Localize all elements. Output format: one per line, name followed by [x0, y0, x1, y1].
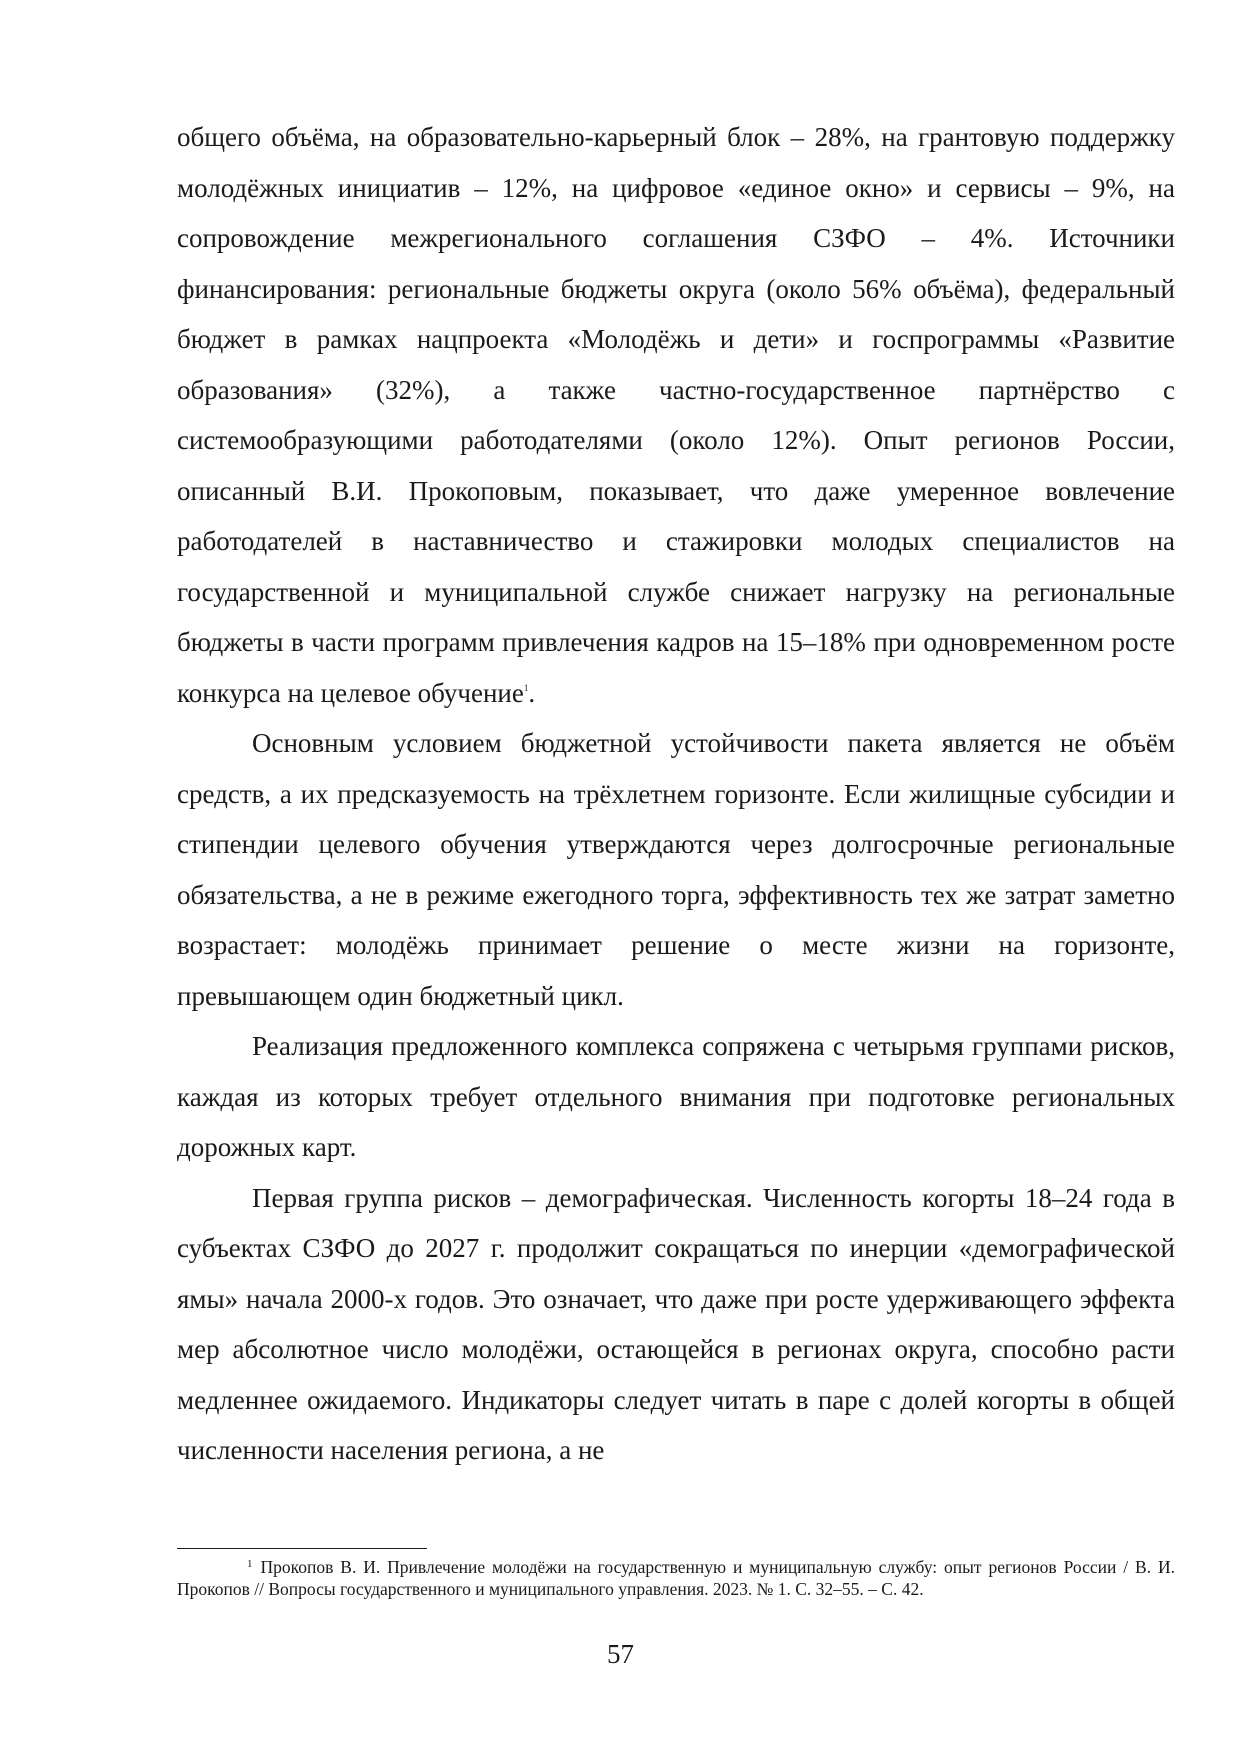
page-number: 57 — [607, 1639, 634, 1669]
footnote-separator — [177, 1548, 427, 1549]
footnote-reference[interactable]: 1 — [523, 682, 529, 693]
paragraph-1-text: общего объёма, на образовательно-карьерный блок – 28%, на грантовую поддержку молодёжных инициатив – 12%, на цифровое «единое окно» и сервисы – 9%, на сопровождение межрегионального соглашения СЗФО – 4%. Источники финансирования: региональные бюджеты округа (около 56% объёма), федеральный бюджет в рамках нацпроекта «Молодёжь и дети» и госпрограммы «Развитие образования» (32%), а также частно-государственное партнёрство с системообразующими работодателями (около 12%). Опыт регионов России, описанный В.И. Прокоповым, показывает, что даже умеренное вовлечение работодателей в наставничество и стажировки молодых специалистов на государственной и муниципальной службе снижает нагрузку на региональные бюджеты в части программ привлечения кадров на 15–18% при одновременном росте конкурса на целевое обучение — [177, 122, 1175, 708]
paragraph-3: Реализация предложенного комплекса сопряжена с четырьмя группами рисков, каждая из которых требует отдельного внимания при подготовке региональных дорожных карт. — [177, 1031, 1175, 1162]
paragraph-4: Первая группа рисков – демографическая. Численность когорты 18–24 года в субъектах СЗФО до 2027 г. продолжит сокращаться по инерции «демографической ямы» начала 2000-х годов. Это означает, что даже при росте удерживающего эффекта мер абсолютное число молодёжи, остающейся в регионах округа, способно расти медленнее ожидаемого. Индикаторы следует читать в паре с долей когорты в общей численности населения региона, а не — [177, 1182, 1175, 1465]
paragraph-1-end: . — [528, 677, 536, 708]
footnote-text: Прокопов В. И. Привлечение молодёжи на государственную и муниципальную службу: опыт регионов России / В. И. Прокопов // Вопросы государственного и муниципального управления. 2023. № 1. С. 32–55. – С. 42. — [177, 1557, 1175, 1599]
body-text — [177, 112, 1175, 1476]
paragraph-2: Основным условием бюджетной устойчивости пакета является не объём средств, а их предсказуемость на трёхлетнем горизонте. Если жилищные субсидии и стипендии целевого обучения утверждаются через долгосрочные региональные обязательства, а не в режиме ежегодного торга, эффективность тех же затрат заметно возрастает: молодёжь принимает решение о месте жизни на горизонте, превышающем один бюджетный цикл. — [177, 728, 1175, 1011]
footnote-mark: 1 — [247, 1558, 253, 1570]
paragraph-1 — [177, 112, 1175, 718]
footnote — [177, 1556, 1175, 1600]
